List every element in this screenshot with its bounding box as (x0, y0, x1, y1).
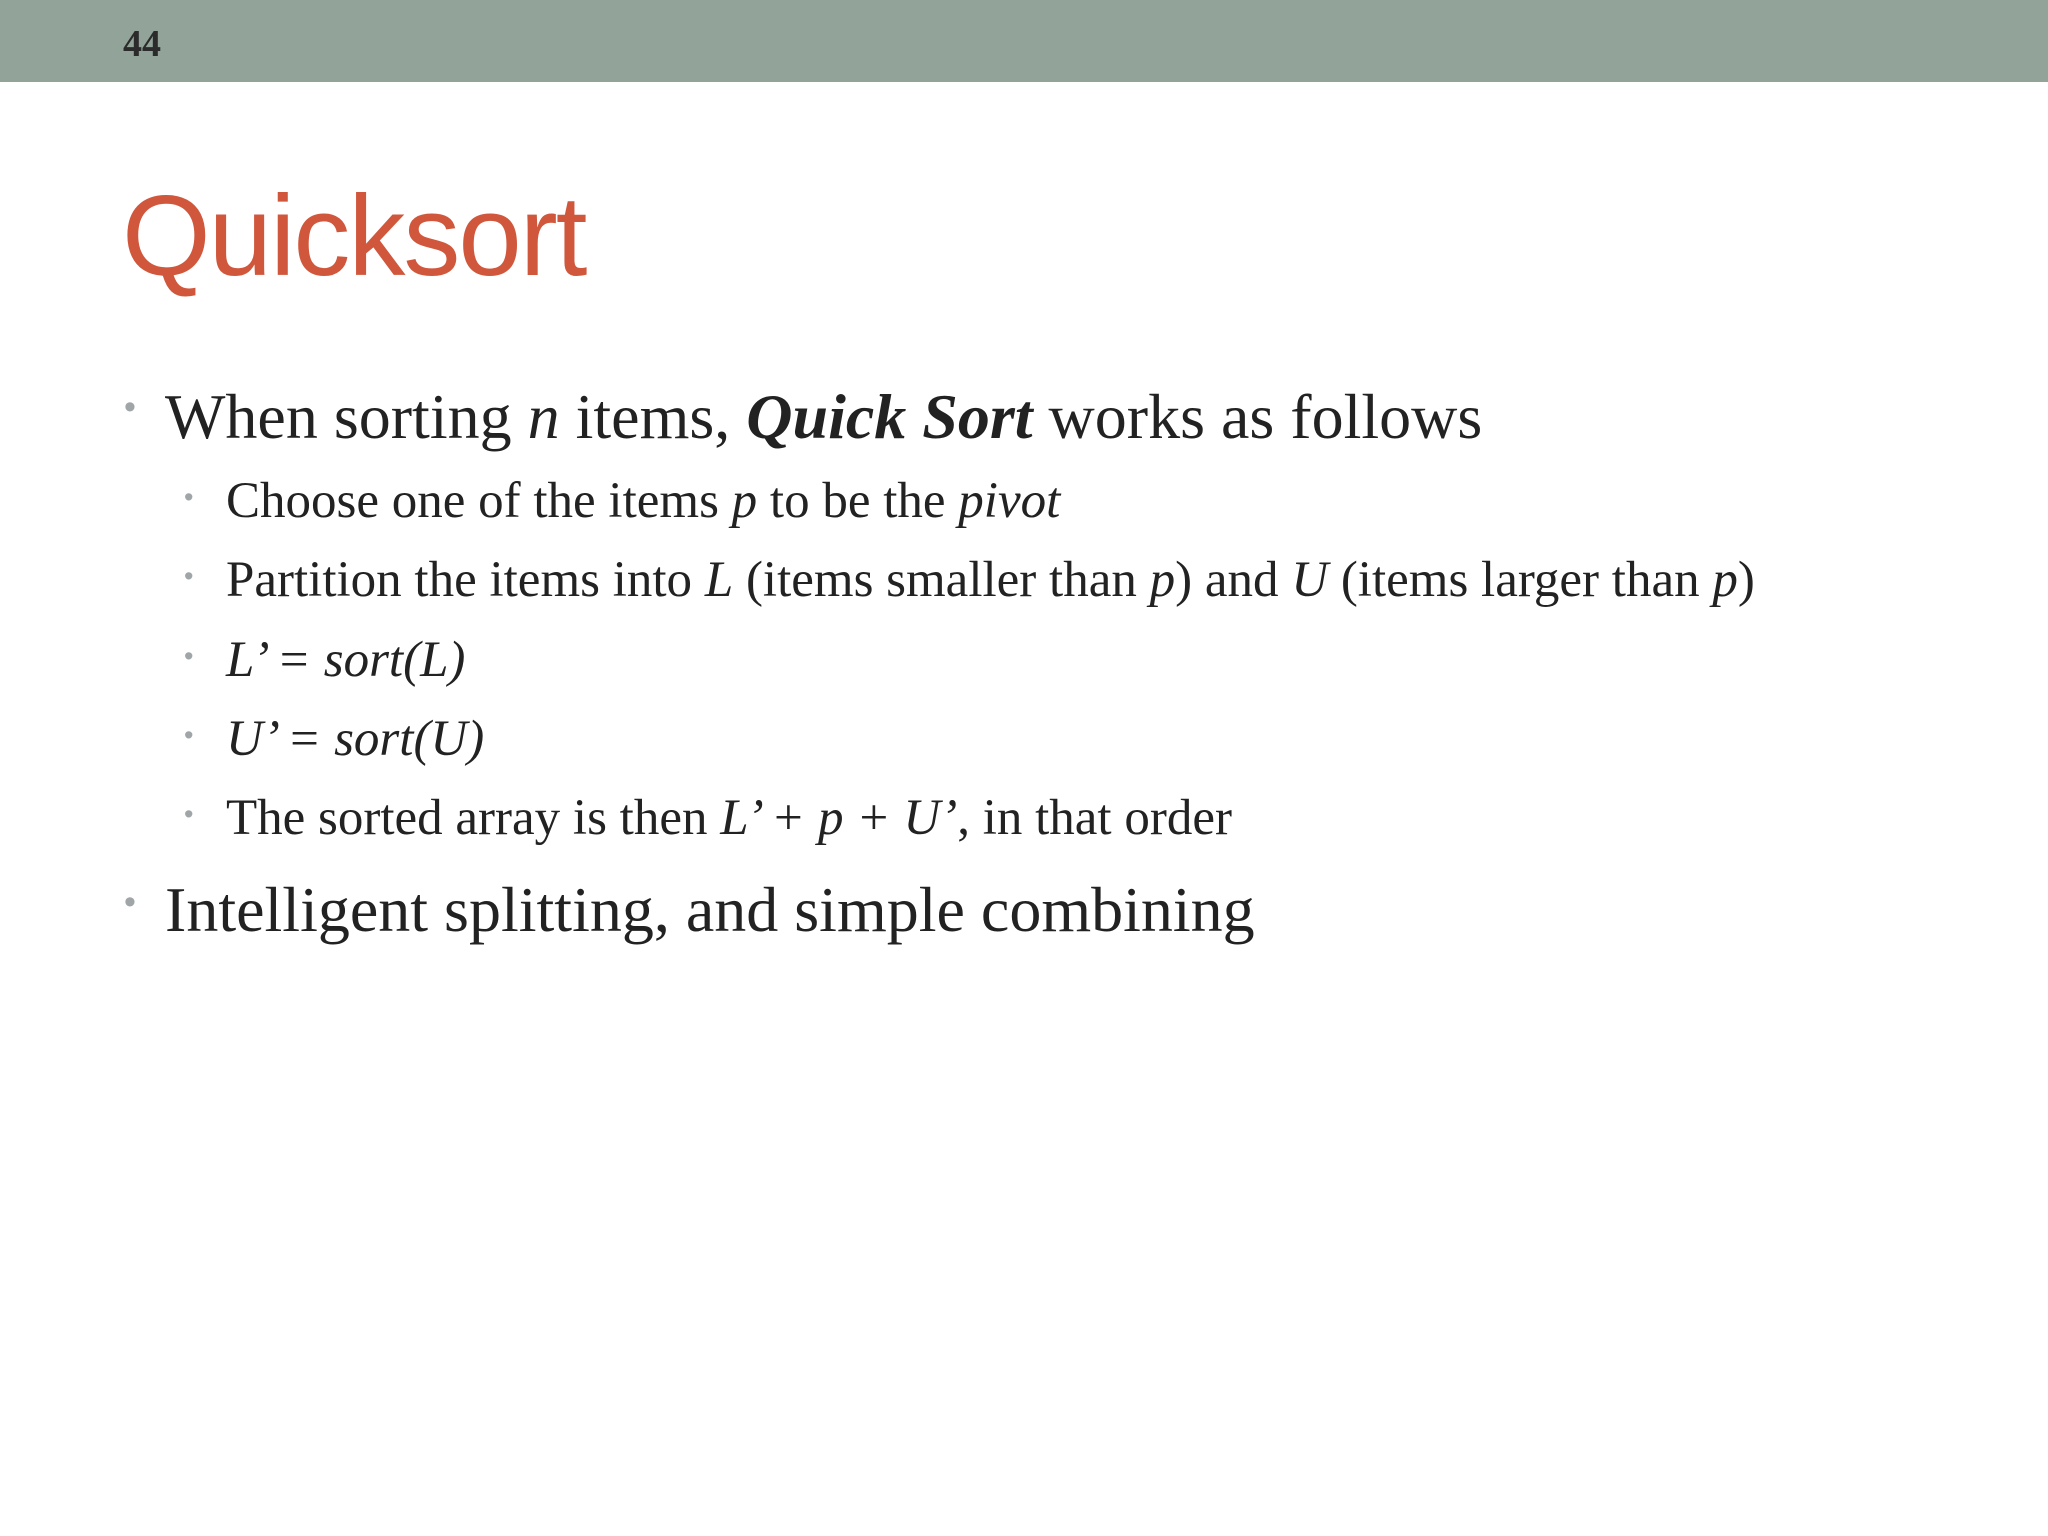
text-run-italic: L (704, 552, 734, 608)
bullet-dot-icon: • (124, 388, 136, 426)
bullet-dot-icon: • (124, 883, 136, 921)
text-run-italic: U (1291, 552, 1329, 608)
text-run-italic: p (1149, 552, 1176, 608)
text-run: ) and (1175, 552, 1292, 608)
text-run: items, (559, 381, 747, 452)
sub-bullet-sorted-array (226, 787, 1232, 849)
slide-title: Quicksort (122, 173, 586, 300)
text-run: The sorted array is then (226, 790, 721, 846)
sub-bullet-sort-l: L’ = sort(L) (226, 632, 466, 688)
sub-bullet-partition (226, 549, 1755, 611)
text-run: (items larger than (1328, 552, 1713, 608)
text-run: Choose one of the items (226, 473, 732, 529)
text-run: works as follows (1032, 381, 1483, 452)
text-run: ) (1737, 552, 1755, 608)
sub-bullet-dot-icon: • (184, 482, 194, 512)
slide-number: 44 (123, 23, 161, 65)
sub-bullet-dot-icon: • (184, 561, 194, 591)
sub-bullet-choose-pivot (226, 470, 1060, 532)
text-run: to be the (757, 473, 959, 529)
text-run-italic: L’ + p + U’ (720, 790, 958, 846)
text-run-italic: p (1712, 552, 1738, 608)
text-run-italic: pivot (958, 473, 1061, 529)
text-run: When sorting (165, 381, 528, 452)
bullet-sorting-n-items (165, 379, 1482, 455)
text-run-italic: p (731, 473, 758, 529)
text-run: , in that order (957, 790, 1232, 846)
sub-bullet-dot-icon: • (184, 799, 194, 829)
sub-bullet-dot-icon: • (184, 720, 194, 750)
sub-bullet-sort-u: U’ = sort(U) (226, 711, 485, 767)
text-run-italic: n (527, 381, 560, 452)
text-run: (items smaller than (733, 552, 1150, 608)
text-run-bold-italic: Quick Sort (746, 381, 1033, 452)
text-run: Partition the items into (226, 552, 705, 608)
sub-bullet-dot-icon: • (184, 641, 194, 671)
bullet-intelligent-splitting: Intelligent splitting, and simple combining (165, 874, 1255, 945)
